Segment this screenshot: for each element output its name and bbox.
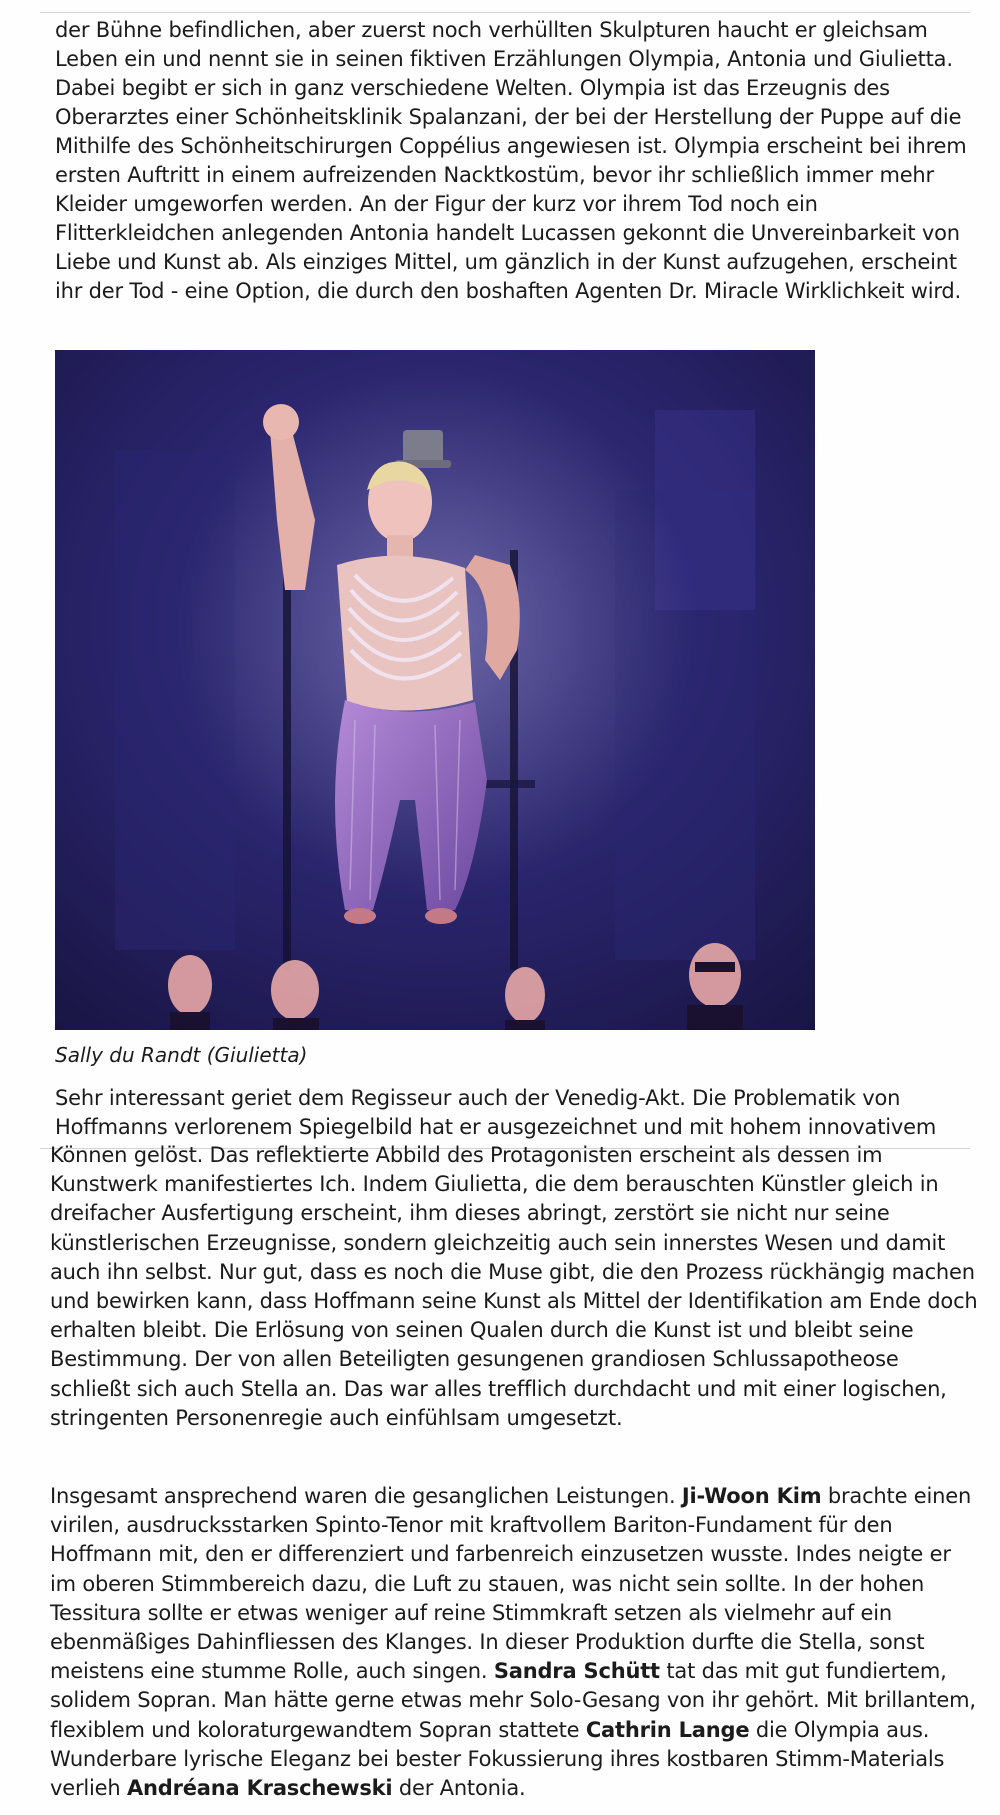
stage-photo-illustration	[55, 350, 815, 1030]
article-paragraph-1: der Bühne befindlichen, aber zuerst noch verhüllten Skulpturen haucht er gleichsam Leben ein und nennt sie in seinen fiktiven Erzählungen Olympia, Antonia und Giulietta. Dabei begibt er sich in ganz verschiedene Welten. Olympia ist das Erzeugnis des Oberarztes einer Schönheitsklinik Spalanzani, der bei der Herstellung der Puppe auf die Mithilfe des Schönheitschirurgen Coppélius angewiesen ist. Olympia erscheint bei ihrem ersten Auftritt in einem aufreizenden Nacktkostüm, bevor ihr schließlich immer mehr Kleider umgeworfen werden. An der Figur der kurz vor ihrem Tod noch ein Flitterkleidchen anlegenden Antonia handelt Lucassen gekonnt die Unvereinbarkeit von Liebe und Kunst ab. Als einziges Mittel, um gänzlich in der Kunst aufzugehen, erscheint ihr der Tod - eine Option, die durch den boshaften Agenten Dr. Miracle Wirklichkeit wird.	[55, 18, 967, 303]
photo-caption: Sally du Randt (Giulietta)	[55, 1043, 308, 1067]
para4-text-4: die Olympia aus. Wunderbare lyrische Eleganz bei bester Fokussierung ihres kostbaren Stimm-Materials verlieh	[50, 1717, 945, 1801]
singer-name-ji-woon-kim: Ji-Woon Kim	[681, 1484, 822, 1508]
article-paragraph-4	[50, 1482, 980, 1803]
singer-name-sandra-schuett: Sandra Schütt	[493, 1659, 660, 1684]
singer-name-andreana-kraschewski: Andréana Kraschewski	[126, 1776, 393, 1801]
para4-text-1: Insgesamt ansprechend waren die gesanglichen Leistungen.	[50, 1484, 682, 1508]
singer-name-cathrin-lange: Cathrin Lange	[585, 1717, 750, 1742]
para4-text-3: tat das mit gut fundiertem, solidem Sopran. Man hätte gerne etwas mehr Solo-Gesang von ihr gehört. Mit brillantem, flexiblem und koloraturgewandtem Sopran stattete	[50, 1659, 976, 1742]
para4-text-2: brachte einen virilen, ausdrucksstarken Spinto-Tenor mit kraftvollem Bariton-Fundament für den Hoffmann mit, den er differenziert und farbenreich einzusetzen wusste. Indes neigte er im oberen Stimmbereich dazu, die Luft zu stauen, was nicht sein sollte. In der hohen Tessitura sollte er etwas weniger auf reine Stimmkraft setzen als vielmehr auf ein ebenmäßiges Dahinfliessen des Klanges. In dieser Produktion durfte die Stella, sonst meistens eine stumme Rolle, auch singen.	[50, 1484, 972, 1684]
para4-text-5: der Antonia.	[392, 1776, 526, 1801]
article-paragraph-3: Können gelöst. Das reflektierte Abbild des Protagonisten erscheint als dessen im Kunstwerk manifestiertes Ich. Indem Giulietta, die dem berauschten Künstler gleich in dreifacher Ausfertigung erscheint, ihm dieses abringt, zerstört sie nicht nur seine künstlerischen Erzeugnisse, sondern gleichzeitig auch sein innerstes Wesen und damit auch ihn selbst. Nur gut, dass es noch die Muse gibt, die den Prozess rückhängig machen und bewirken kann, dass Hoffmann seine Kunst als Mittel der Identifikation am Ende doch erhalten bleibt. Die Erlösung von seinen Qualen durch die Kunst ist und bleibt seine Bestimmung. Der von allen Beteiligten gesungenen grandiosen Schlussapotheose schließt sich auch Stella an. Das war alles trefflich durchdacht und mit einer logischen, stringenten Personenregie auch einfühlsam umgesetzt.	[50, 1143, 978, 1430]
stage-photo	[55, 350, 815, 1030]
page-top-rule	[40, 12, 970, 13]
article-paragraph-2: Sehr interessant geriet dem Regisseur auch der Venedig-Akt. Die Problematik von Hoffmanns verlorenem Spiegelbild hat er ausgezeichnet und mit hohem innovativem	[55, 1086, 937, 1139]
